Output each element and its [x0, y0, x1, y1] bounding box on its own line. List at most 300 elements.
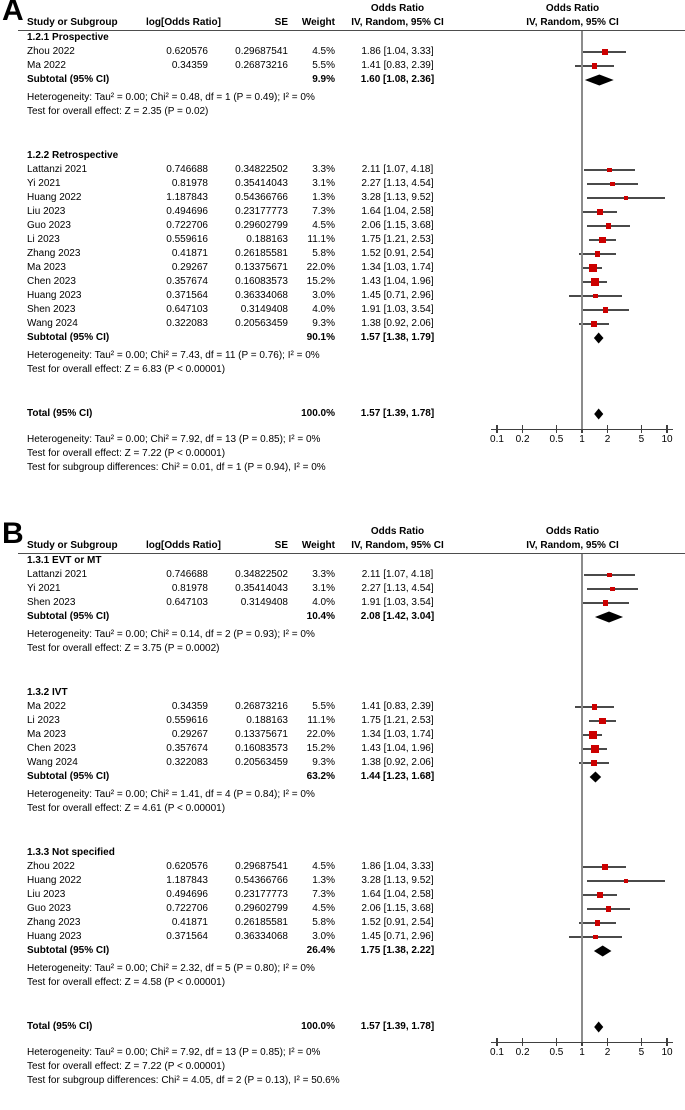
- header-columns-row: [18, 16, 685, 30]
- forest-plot-cell: [460, 59, 685, 73]
- forest-table-a: [18, 2, 685, 497]
- header-columns-row: [18, 539, 685, 553]
- odds-ratio-marker: [602, 49, 607, 54]
- study-row: [18, 596, 685, 610]
- subtotal-label: Subtotal (95% CI): [27, 332, 110, 343]
- header-title-row: [18, 525, 685, 539]
- weight-value: 5.8%: [312, 248, 335, 259]
- x-axis-tick: [496, 425, 497, 433]
- standard-error-value: 0.26185581: [235, 917, 288, 928]
- standard-error-value: 0.29602799: [235, 903, 288, 914]
- log-odds-ratio-value: 0.34359: [171, 60, 208, 71]
- overall-effect-note: Test for overall effect: Z = 4.58 (P < 0.00001): [27, 977, 226, 988]
- study-row: [18, 59, 685, 73]
- weight-value: 15.2%: [306, 743, 335, 754]
- or-ci-text: 1.38 [0.92, 2.06]: [361, 318, 434, 329]
- header-title-row: [18, 2, 685, 16]
- standard-error-value: 0.23177773: [235, 206, 288, 217]
- standard-error-value: 0.34822502: [235, 569, 288, 580]
- log-odds-ratio-value: 0.746688: [166, 164, 208, 175]
- forest-table-b: [18, 525, 685, 1110]
- col-odds-ratio-title: Odds Ratio: [370, 526, 425, 537]
- heterogeneity-note: Heterogeneity: Tau² = 0.00; Chi² = 0.14, df = 2 (P = 0.93); I² = 0%: [27, 629, 315, 640]
- x-axis-tick-label: 0.1: [490, 434, 504, 445]
- log-odds-ratio-value: 0.371564: [166, 290, 208, 301]
- forest-plot-cell: [460, 728, 685, 742]
- log-odds-ratio-value: 0.620576: [166, 46, 208, 57]
- subtotal-diamond: [460, 770, 685, 784]
- subgroup-title: 1.3.3 Not specified: [27, 847, 115, 858]
- odds-ratio-marker: [606, 223, 611, 228]
- study-row: [18, 317, 685, 331]
- or-ci-text: 1.45 [0.71, 2.96]: [361, 931, 434, 942]
- subtotal-weight: 63.2%: [306, 771, 335, 782]
- study-name: Huang 2022: [27, 192, 82, 203]
- footer-block: [18, 1042, 685, 1110]
- standard-error-value: 0.188163: [246, 715, 288, 726]
- subtotal-ci-text: 2.08 [1.42, 3.04]: [360, 611, 435, 622]
- study-row: [18, 205, 685, 219]
- log-odds-ratio-value: 0.494696: [166, 889, 208, 900]
- study-row: [18, 45, 685, 59]
- odds-ratio-marker: [595, 251, 601, 257]
- study-name: Yi 2021: [27, 178, 61, 189]
- x-axis-tick-label: 0.5: [549, 1047, 564, 1058]
- subtotal-row: [18, 944, 685, 958]
- col-weight-header: Weight: [301, 17, 335, 28]
- or-ci-text: 1.34 [1.03, 1.74]: [361, 729, 434, 740]
- standard-error-value: 0.34822502: [235, 164, 288, 175]
- subtotal-ci-text: 1.60 [1.08, 2.36]: [360, 74, 435, 85]
- or-ci-text: 1.43 [1.04, 1.96]: [361, 276, 434, 287]
- standard-error-value: 0.54366766: [235, 192, 288, 203]
- study-row: [18, 728, 685, 742]
- col-weight-header: Weight: [301, 540, 335, 551]
- overall-effect-note: Test for overall effect: Z = 3.75 (P = 0.0002): [27, 643, 220, 654]
- x-axis-tick-label: 10: [661, 1047, 673, 1058]
- forest-plot-cell: [460, 261, 685, 275]
- x-axis-tick: [641, 425, 642, 433]
- odds-ratio-marker: [597, 209, 603, 215]
- study-name: Liu 2023: [27, 889, 66, 900]
- x-axis: [460, 1036, 685, 1060]
- log-odds-ratio-value: 0.81978: [171, 583, 208, 594]
- subtotal-row: [18, 610, 685, 624]
- weight-value: 11.1%: [307, 234, 335, 245]
- x-axis-tick-label: 1: [579, 1047, 585, 1058]
- x-axis-tick: [607, 425, 608, 433]
- subgroup-title: 1.2.2 Retrospective: [27, 150, 119, 161]
- total-ci-text: 1.57 [1.39, 1.78]: [360, 1021, 435, 1032]
- weight-value: 3.3%: [312, 569, 335, 580]
- weight-value: 7.3%: [312, 889, 335, 900]
- subtotal-diamond: [460, 944, 685, 958]
- or-ci-text: 1.75 [1.21, 2.53]: [361, 715, 434, 726]
- col-plot-header: IV, Random, 95% CI: [526, 17, 619, 28]
- col-se-header: SE: [274, 540, 288, 551]
- log-odds-ratio-value: 0.647103: [166, 304, 208, 315]
- total-label: Total (95% CI): [27, 408, 93, 419]
- col-log-or-header: log[Odds Ratio]: [146, 540, 221, 551]
- study-row: [18, 874, 685, 888]
- forest-plot-cell: [460, 247, 685, 261]
- x-axis-tick-label: 1: [579, 434, 585, 445]
- subgroup-differences-note: Test for subgroup differences: Chi² = 4.05, df = 2 (P = 0.13), I² = 50.6%: [27, 1075, 340, 1086]
- standard-error-value: 0.20563459: [235, 318, 288, 329]
- odds-ratio-marker: [591, 321, 597, 327]
- x-axis-tick-label: 0.1: [490, 1047, 504, 1058]
- forest-plot-cell: [460, 582, 685, 596]
- study-name: Zhang 2023: [27, 917, 81, 928]
- standard-error-value: 0.29687541: [235, 46, 288, 57]
- forest-plot-cell: [460, 770, 685, 784]
- or-ci-text: 1.52 [0.91, 2.54]: [361, 917, 434, 928]
- study-name: Lattanzi 2021: [27, 164, 88, 175]
- heterogeneity-note: Heterogeneity: Tau² = 0.00; Chi² = 7.92, df = 13 (P = 0.85); I² = 0%: [27, 1047, 321, 1058]
- odds-ratio-marker: [603, 600, 608, 605]
- study-name: Zhang 2023: [27, 248, 81, 259]
- x-axis-tick: [556, 1038, 557, 1046]
- weight-value: 4.5%: [312, 46, 335, 57]
- odds-ratio-marker: [610, 587, 615, 592]
- or-ci-text: 1.41 [0.83, 2.39]: [361, 701, 434, 712]
- overall-effect-note: Test for overall effect: Z = 7.22 (P < 0.00001): [27, 1061, 226, 1072]
- study-row: [18, 902, 685, 916]
- log-odds-ratio-value: 0.322083: [166, 318, 208, 329]
- log-odds-ratio-value: 0.41871: [171, 917, 208, 928]
- overall-effect-note: Test for overall effect: Z = 6.83 (P < 0.00001): [27, 364, 226, 375]
- forest-plot-cell: [460, 700, 685, 714]
- study-row: [18, 261, 685, 275]
- log-odds-ratio-value: 0.29267: [171, 729, 208, 740]
- heterogeneity-note: Heterogeneity: Tau² = 0.00; Chi² = 7.43, df = 11 (P = 0.76); I² = 0%: [27, 350, 320, 361]
- subtotal-weight: 9.9%: [312, 74, 335, 85]
- forest-plot-cell: [460, 233, 685, 247]
- or-ci-text: 1.91 [1.03, 3.54]: [361, 304, 434, 315]
- x-axis-tick: [496, 1038, 497, 1046]
- heterogeneity-note: Heterogeneity: Tau² = 0.00; Chi² = 0.48, df = 1 (P = 0.49); I² = 0%: [27, 92, 315, 103]
- log-odds-ratio-value: 0.722706: [166, 903, 208, 914]
- forest-plot-cell: [460, 407, 685, 421]
- standard-error-value: 0.54366766: [235, 875, 288, 886]
- log-odds-ratio-value: 0.494696: [166, 206, 208, 217]
- forest-plot-cell: [460, 568, 685, 582]
- overall-effect-note: Test for overall effect: Z = 7.22 (P < 0.00001): [27, 448, 226, 459]
- panel-label-a: A: [2, 0, 24, 27]
- x-axis-tick-label: 0.5: [549, 434, 564, 445]
- forest-plot-cell: [460, 874, 685, 888]
- study-row: [18, 233, 685, 247]
- subtotal-row: [18, 331, 685, 345]
- or-ci-text: 2.06 [1.15, 3.68]: [361, 903, 434, 914]
- study-name: Huang 2023: [27, 290, 82, 301]
- log-odds-ratio-value: 0.357674: [166, 743, 208, 754]
- odds-ratio-marker: [603, 307, 608, 312]
- weight-value: 4.5%: [312, 220, 335, 231]
- subtotal-weight: 10.4%: [306, 611, 335, 622]
- forest-plot-cell: [460, 742, 685, 756]
- odds-ratio-marker: [624, 879, 628, 883]
- subtotal-row: [18, 770, 685, 784]
- table-header: [18, 2, 685, 31]
- study-row: [18, 568, 685, 582]
- log-odds-ratio-value: 0.620576: [166, 861, 208, 872]
- odds-ratio-marker: [599, 718, 606, 725]
- log-odds-ratio-value: 1.187843: [166, 192, 208, 203]
- standard-error-value: 0.16083573: [235, 743, 288, 754]
- or-ci-text: 1.86 [1.04, 3.33]: [361, 861, 434, 872]
- log-odds-ratio-value: 0.647103: [166, 597, 208, 608]
- total-row: [18, 1020, 685, 1034]
- subtotal-ci-text: 1.57 [1.38, 1.79]: [360, 332, 435, 343]
- odds-ratio-marker: [591, 760, 597, 766]
- forest-plot-cell: [460, 756, 685, 770]
- subtotal-ci-text: 1.44 [1.23, 1.68]: [360, 771, 435, 782]
- forest-panel-a: [0, 0, 685, 497]
- standard-error-value: 0.13375671: [235, 262, 288, 273]
- standard-error-value: 0.188163: [246, 234, 288, 245]
- study-name: Yi 2021: [27, 583, 61, 594]
- log-odds-ratio-value: 0.81978: [171, 178, 208, 189]
- or-ci-text: 3.28 [1.13, 9.52]: [361, 875, 434, 886]
- subgroup-title-row: [18, 686, 685, 700]
- weight-value: 5.5%: [312, 60, 335, 71]
- odds-ratio-marker: [589, 264, 598, 273]
- x-axis-tick: [666, 1038, 667, 1046]
- weight-value: 4.5%: [312, 861, 335, 872]
- total-diamond: [460, 1020, 685, 1034]
- odds-ratio-marker: [592, 704, 598, 710]
- standard-error-value: 0.16083573: [235, 276, 288, 287]
- forest-plot-cell: [460, 860, 685, 874]
- weight-value: 3.1%: [312, 178, 335, 189]
- weight-value: 3.0%: [312, 931, 335, 942]
- or-ci-text: 1.64 [1.04, 2.58]: [361, 206, 434, 217]
- odds-ratio-marker: [591, 745, 599, 753]
- null-effect-line: [581, 31, 583, 429]
- log-odds-ratio-value: 1.187843: [166, 875, 208, 886]
- study-name: Chen 2023: [27, 276, 76, 287]
- weight-value: 15.2%: [306, 276, 335, 287]
- log-odds-ratio-value: 0.559616: [166, 234, 208, 245]
- section-spacer: [18, 990, 685, 1020]
- x-axis-tick-label: 2: [604, 1047, 611, 1058]
- study-row: [18, 888, 685, 902]
- standard-error-value: 0.36334068: [235, 931, 288, 942]
- section-spacer: [18, 656, 685, 686]
- study-row: [18, 582, 685, 596]
- forest-plot-cell: [460, 610, 685, 624]
- heterogeneity-note: Heterogeneity: Tau² = 0.00; Chi² = 7.92, df = 13 (P = 0.85); I² = 0%: [27, 434, 321, 445]
- forest-plot-cell: [460, 916, 685, 930]
- x-axis: [460, 423, 685, 447]
- study-row: [18, 714, 685, 728]
- overall-effect-note: Test for overall effect: Z = 4.61 (P < 0.00001): [27, 803, 226, 814]
- study-name: Li 2023: [27, 715, 60, 726]
- or-ci-text: 1.91 [1.03, 3.54]: [361, 597, 434, 608]
- total-ci-text: 1.57 [1.39, 1.78]: [360, 408, 435, 419]
- study-name: Ma 2022: [27, 60, 66, 71]
- or-ci-text: 1.45 [0.71, 2.96]: [361, 290, 434, 301]
- study-name: Huang 2023: [27, 931, 82, 942]
- study-row: [18, 742, 685, 756]
- odds-ratio-marker: [593, 294, 598, 299]
- forest-plot-cell: [460, 930, 685, 944]
- x-axis-tick-label: 5: [638, 1047, 645, 1058]
- subgroup-title: 1.2.1 Prospective: [27, 32, 109, 43]
- forest-plot-cell: [460, 163, 685, 177]
- forest-plot-cell: [460, 191, 685, 205]
- table-header: [18, 525, 685, 554]
- subtotal-label: Subtotal (95% CI): [27, 611, 110, 622]
- section-spacer: [18, 816, 685, 846]
- or-ci-text: 1.41 [0.83, 2.39]: [361, 60, 434, 71]
- subgroup-title: 1.3.1 EVT or MT: [27, 555, 102, 566]
- odds-ratio-marker: [607, 573, 612, 578]
- odds-ratio-marker: [597, 892, 603, 898]
- subgroup-title-row: [18, 846, 685, 860]
- log-odds-ratio-value: 0.722706: [166, 220, 208, 231]
- study-row: [18, 756, 685, 770]
- or-ci-text: 1.38 [0.92, 2.06]: [361, 757, 434, 768]
- or-ci-text: 2.11 [1.07, 4.18]: [361, 164, 434, 175]
- odds-ratio-marker: [606, 906, 611, 911]
- study-name: Wang 2024: [27, 757, 78, 768]
- odds-ratio-marker: [607, 168, 612, 173]
- odds-ratio-marker: [599, 237, 606, 244]
- heterogeneity-note: Heterogeneity: Tau² = 0.00; Chi² = 2.32, df = 5 (P = 0.80); I² = 0%: [27, 963, 315, 974]
- study-row: [18, 163, 685, 177]
- subgroup-title: 1.3.2 IVT: [27, 687, 68, 698]
- study-name: Chen 2023: [27, 743, 76, 754]
- x-axis-tick-label: 0.2: [515, 1047, 530, 1058]
- weight-value: 4.0%: [312, 597, 335, 608]
- weight-value: 3.1%: [312, 583, 335, 594]
- or-ci-text: 1.86 [1.04, 3.33]: [361, 46, 434, 57]
- weight-value: 3.0%: [312, 290, 335, 301]
- forest-plot-cell: [460, 317, 685, 331]
- study-name: Huang 2022: [27, 875, 82, 886]
- standard-error-value: 0.26873216: [235, 60, 288, 71]
- standard-error-value: 0.35414043: [235, 583, 288, 594]
- odds-ratio-marker: [610, 182, 615, 187]
- subtotal-diamond: [460, 73, 685, 87]
- forest-plot-cell: [460, 1020, 685, 1034]
- study-name: Lattanzi 2021: [27, 569, 88, 580]
- total-weight: 100.0%: [301, 408, 335, 419]
- forest-plot-cell: [460, 289, 685, 303]
- forest-plot-cell: [460, 219, 685, 233]
- panel-label-b: B: [2, 517, 24, 550]
- col-se-header: SE: [274, 17, 288, 28]
- forest-panel-b: [0, 517, 685, 1110]
- log-odds-ratio-value: 0.559616: [166, 715, 208, 726]
- weight-value: 4.0%: [312, 304, 335, 315]
- study-row: [18, 700, 685, 714]
- col-or-ci-header: IV, Random, 95% CI: [351, 540, 444, 551]
- or-ci-text: 1.52 [0.91, 2.54]: [361, 248, 434, 259]
- standard-error-value: 0.26185581: [235, 248, 288, 259]
- forest-plot-cell: [460, 303, 685, 317]
- standard-error-value: 0.29602799: [235, 220, 288, 231]
- col-plot-header: IV, Random, 95% CI: [526, 540, 619, 551]
- col-plot-title: Odds Ratio: [545, 526, 600, 537]
- study-row: [18, 177, 685, 191]
- forest-plot-cell: [460, 944, 685, 958]
- weight-value: 22.0%: [306, 262, 335, 273]
- standard-error-value: 0.29687541: [235, 861, 288, 872]
- x-axis-tick: [522, 1038, 523, 1046]
- study-name: Zhou 2022: [27, 46, 75, 57]
- study-name: Guo 2023: [27, 903, 71, 914]
- subgroup-title-row: [18, 149, 685, 163]
- x-axis-tick: [556, 425, 557, 433]
- subgroup-title-row: [18, 554, 685, 568]
- or-ci-text: 1.43 [1.04, 1.96]: [361, 743, 434, 754]
- subtotal-weight: 26.4%: [306, 945, 335, 956]
- weight-value: 9.3%: [312, 757, 335, 768]
- study-row: [18, 289, 685, 303]
- weight-value: 5.8%: [312, 917, 335, 928]
- x-axis-tick-label: 2: [604, 434, 611, 445]
- x-axis-tick-label: 0.2: [515, 434, 530, 445]
- subtotal-diamond: [460, 331, 685, 345]
- log-odds-ratio-value: 0.371564: [166, 931, 208, 942]
- x-axis-tick-label: 10: [661, 434, 673, 445]
- standard-error-value: 0.3149408: [240, 304, 288, 315]
- study-row: [18, 930, 685, 944]
- weight-value: 22.0%: [306, 729, 335, 740]
- subtotal-label: Subtotal (95% CI): [27, 945, 110, 956]
- study-name: Wang 2024: [27, 318, 78, 329]
- standard-error-value: 0.20563459: [235, 757, 288, 768]
- odds-ratio-marker: [592, 63, 598, 69]
- odds-ratio-marker: [593, 935, 598, 940]
- or-ci-text: 1.34 [1.03, 1.74]: [361, 262, 434, 273]
- standard-error-value: 0.13375671: [235, 729, 288, 740]
- forest-plot-cell: [460, 205, 685, 219]
- study-row: [18, 219, 685, 233]
- study-name: Ma 2023: [27, 262, 66, 273]
- log-odds-ratio-value: 0.357674: [166, 276, 208, 287]
- standard-error-value: 0.23177773: [235, 889, 288, 900]
- weight-value: 9.3%: [312, 318, 335, 329]
- odds-ratio-marker: [624, 196, 628, 200]
- study-row: [18, 275, 685, 289]
- or-ci-text: 3.28 [1.13, 9.52]: [361, 192, 434, 203]
- section-spacer: [18, 119, 685, 149]
- study-row: [18, 916, 685, 930]
- study-row: [18, 191, 685, 205]
- or-ci-text: 2.27 [1.13, 4.54]: [361, 583, 434, 594]
- weight-value: 4.5%: [312, 903, 335, 914]
- section-spacer: [18, 377, 685, 407]
- subtotal-ci-text: 1.75 [1.38, 2.22]: [360, 945, 435, 956]
- weight-value: 3.3%: [312, 164, 335, 175]
- col-plot-title: Odds Ratio: [545, 3, 600, 14]
- log-odds-ratio-value: 0.29267: [171, 262, 208, 273]
- odds-ratio-marker: [589, 731, 598, 740]
- subtotal-label: Subtotal (95% CI): [27, 771, 110, 782]
- or-ci-text: 2.06 [1.15, 3.68]: [361, 220, 434, 231]
- weight-value: 1.3%: [312, 875, 335, 886]
- heterogeneity-note: Heterogeneity: Tau² = 0.00; Chi² = 1.41, df = 4 (P = 0.84); I² = 0%: [27, 789, 315, 800]
- total-label: Total (95% CI): [27, 1021, 93, 1032]
- subtotal-diamond: [460, 610, 685, 624]
- forest-plot-cell: [460, 73, 685, 87]
- forest-plot-cell: [460, 714, 685, 728]
- standard-error-value: 0.35414043: [235, 178, 288, 189]
